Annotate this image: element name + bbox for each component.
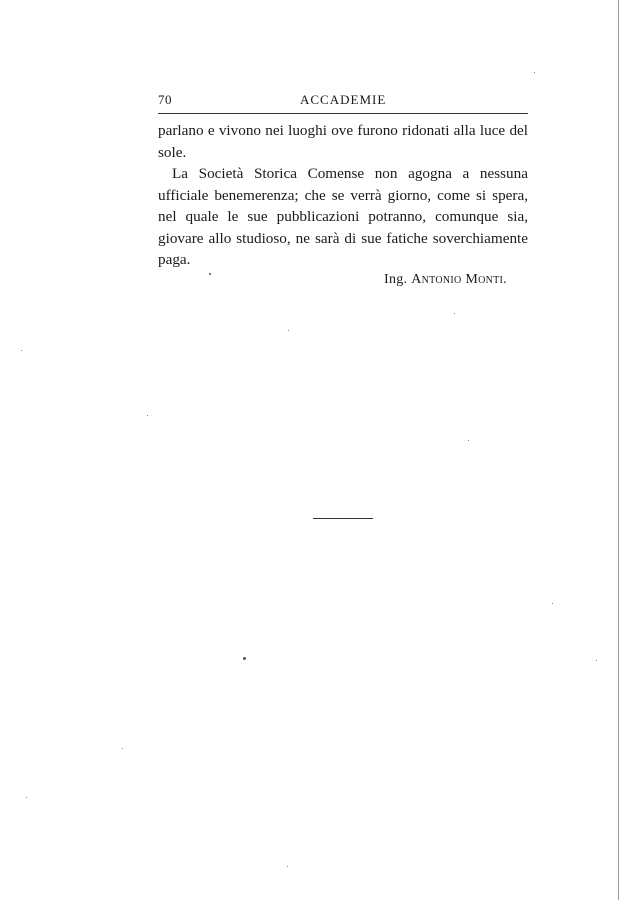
scan-speck bbox=[596, 660, 597, 661]
page-number: 70 bbox=[158, 92, 172, 107]
paragraph-continued: parlano e vivono nei luoghi ove furono ridonati alla luce del sole. bbox=[158, 122, 528, 161]
signature-name: Antonio Monti. bbox=[411, 272, 507, 287]
scan-speck bbox=[122, 748, 123, 749]
author-signature bbox=[384, 272, 507, 288]
signature-title: Ing. bbox=[384, 272, 408, 287]
scan-speck bbox=[287, 866, 288, 867]
scan-speck bbox=[21, 350, 22, 351]
scan-speck bbox=[552, 603, 553, 604]
scan-speck bbox=[26, 797, 27, 798]
body-text bbox=[158, 120, 528, 271]
scan-speck bbox=[147, 415, 148, 416]
scan-speck bbox=[209, 273, 211, 275]
scan-speck bbox=[288, 330, 289, 331]
scan-edge-line bbox=[618, 0, 619, 900]
paragraph: La Società Storica Comense non agogna a nessuna ufficiale benemerenza; che se verrà giorno, come si spera, nel quale le sue pubblicazioni potranno, comunque sia, giovare allo studioso, ne sarà di sue fatiche soverchiamente paga. bbox=[158, 165, 528, 268]
running-head: ACCADEMIE bbox=[300, 92, 387, 107]
scan-speck bbox=[243, 657, 246, 660]
scan-speck bbox=[468, 440, 469, 441]
scan-speck bbox=[534, 72, 535, 73]
scan-speck bbox=[454, 313, 455, 314]
section-end-rule bbox=[313, 518, 373, 519]
header-rule bbox=[158, 113, 528, 114]
